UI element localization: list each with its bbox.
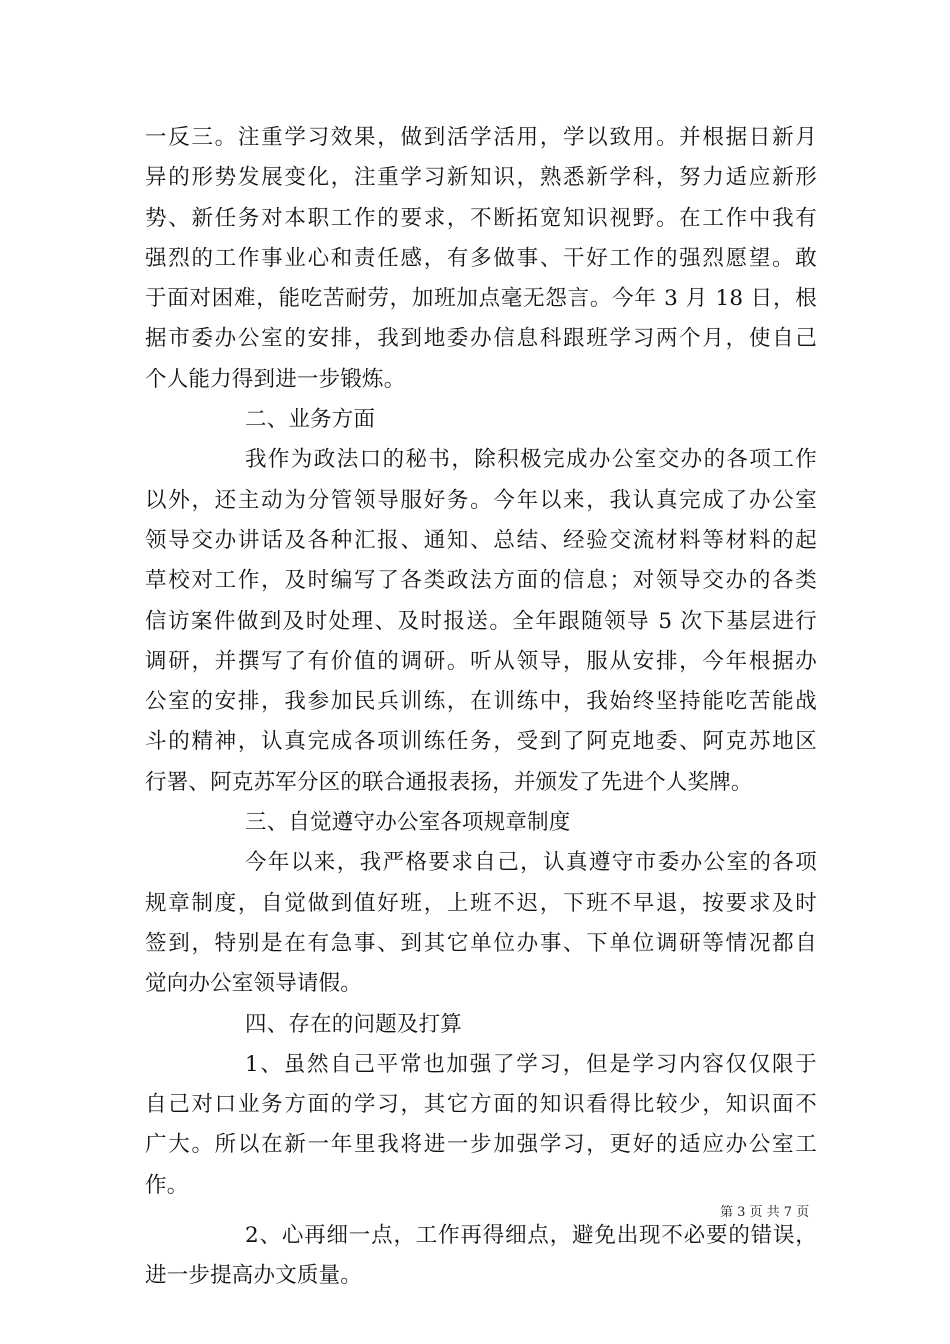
document-body [145, 118, 817, 1297]
text-line: 强烈的工作事业心和责任感，有多做事、干好工作的强烈愿望。敢 [145, 245, 817, 271]
text-line: 势、新任务对本职工作的要求，不断拓宽知识视野。在工作中我有 [145, 205, 817, 231]
text-line: 2、心再细一点，工作再得细点，避免出现不必要的错误， [245, 1223, 817, 1249]
text-line: 一反三。注重学习效果，做到活学活用，学以致用。并根据日新月 [145, 125, 817, 150]
text-line: 调研，并撰写了有价值的调研。听从领导，服从安排，今年根据办 [145, 648, 817, 674]
text-line: 进一步提高办文质量。 [145, 1263, 363, 1289]
text-line: 行署、阿克苏军分区的联合通报表扬，并颁发了先进个人奖牌。 [145, 769, 753, 795]
text-line: 异的形势发展变化，注重学习新知识，熟悉新学科，努力适应新形 [145, 165, 817, 191]
text-line: 公室的安排，我参加民兵训练，在训练中，我始终坚持能吃苦能战 [145, 689, 817, 715]
text-line: 今年以来，我严格要求自己，认真遵守市委办公室的各项 [245, 850, 817, 876]
text-line: 作。 [145, 1172, 189, 1198]
text-line: 我作为政法口的秘书，除积极完成办公室交办的各项工作 [245, 447, 817, 473]
text-line: 个人能力得到进一步锻炼。 [145, 366, 406, 392]
text-line: 觉向办公室领导请假。 [145, 971, 363, 997]
text-line: 四、存在的问题及打算 [245, 1011, 463, 1037]
text-line: 三、自觉遵守办公室各项规章制度 [245, 810, 571, 836]
text-line: 领导交办讲话及各种汇报、通知、总结、经验交流材料等材料的起 [145, 527, 817, 553]
text-line: 1、虽然自己平常也加强了学习，但是学习内容仅仅限于 [245, 1051, 817, 1077]
text-line: 自己对口业务方面的学习，其它方面的知识看得比较少，知识面不 [145, 1092, 817, 1118]
text-line: 广大。所以在新一年里我将进一步加强学习，更好的适应办公室工 [145, 1132, 817, 1158]
text-line: 于面对困难，能吃苦耐劳，加班加点毫无怨言。今年 3 月 18 日，根 [145, 286, 817, 312]
text-line: 据市委办公室的安排，我到地委办信息科跟班学习两个月，使自己 [145, 326, 817, 352]
text-line: 规章制度，自觉做到值好班，上班不迟，下班不早退，按要求及时 [145, 890, 817, 916]
text-line: 斗的精神，认真完成各项训练任务，受到了阿克地委、阿克苏地区 [145, 729, 817, 755]
text-line: 信访案件做到及时处理、及时报送。全年跟随领导 5 次下基层进行 [145, 608, 817, 634]
page-footer: 第 3 页 共 7 页 [720, 1205, 810, 1220]
text-line: 以外，还主动为分管领导服好务。今年以来，我认真完成了办公室 [145, 487, 817, 513]
text-line: 二、业务方面 [245, 407, 376, 433]
text-line: 草校对工作，及时编写了各类政法方面的信息；对领导交办的各类 [145, 568, 817, 594]
text-line: 签到，特别是在有急事、到其它单位办事、下单位调研等情况都自 [145, 930, 817, 956]
